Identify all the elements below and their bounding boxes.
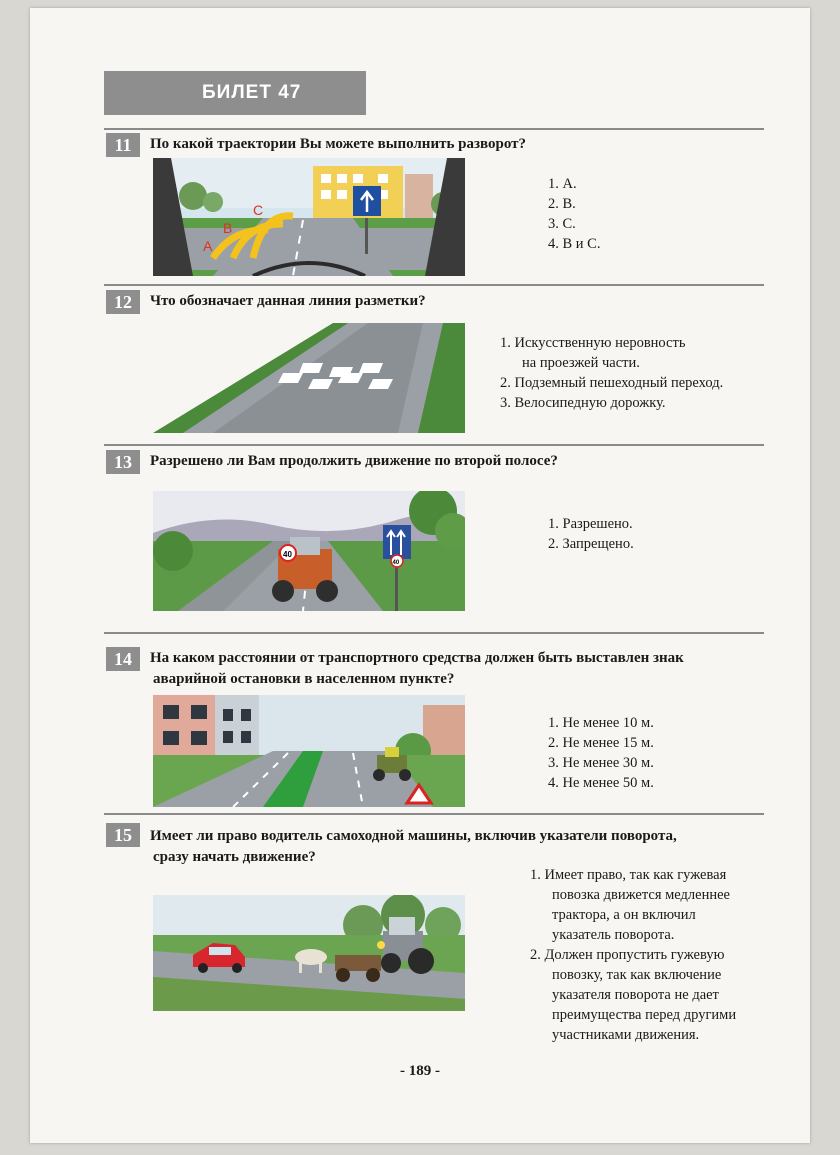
separator-line (104, 128, 764, 130)
separator-line (104, 632, 764, 634)
answer-item: повозка движется медленнее (552, 887, 730, 903)
answer-item: преимущества перед другими (552, 1007, 737, 1023)
question-13-text: Разрешено ли Вам продолжить движение по второй полосе? (150, 453, 558, 469)
answer-item: на проезжей части. (522, 355, 640, 371)
question-15-number: 15 (106, 823, 140, 847)
answer-item: 3. Велосипедную дорожку. (500, 395, 666, 411)
answer-item: 1. Разрешено. (548, 516, 633, 532)
ticket-title: БИЛЕТ 47 (104, 71, 366, 115)
label-b: В (223, 220, 233, 236)
answer-item: участниками движения. (552, 1027, 700, 1043)
question-11-number: 11 (106, 133, 140, 157)
answer-item: 3. Не менее 30 м. (548, 755, 654, 771)
answer-item: указатель поворота. (552, 927, 675, 943)
answer-item: 2. Подземный пешеходный переход. (500, 375, 724, 391)
answer-item: повозку, так как включение (552, 967, 722, 983)
answer-item: 1. А. (548, 176, 577, 192)
question-12-illustration (153, 321, 465, 433)
question-14-text-line2: аварийной остановки в населенном пункте? (153, 671, 455, 687)
answer-item: 1. Искусственную неровность (500, 335, 686, 351)
separator-line (104, 284, 764, 286)
answer-item: 2. Не менее 15 м. (548, 735, 654, 751)
answer-item: 1. Не менее 10 м. (548, 715, 654, 731)
page-number: - 189 - (400, 1063, 440, 1079)
answer-item: 4. Не менее 50 м. (548, 775, 654, 791)
question-11-text: По какой траектории Вы можете выполнить разворот? (150, 136, 527, 152)
question-11-illustration (153, 158, 465, 276)
question-15-answers (530, 865, 736, 1045)
question-14-text-line1: На каком расстоянии от транспортного средства должен быть выставлен знак (150, 650, 684, 666)
question-15-text-line2: сразу начать движение? (153, 849, 316, 865)
question-13-number: 13 (106, 450, 140, 474)
document-page (30, 8, 810, 1143)
answer-item: 1. Имеет право, так как гужевая (530, 867, 727, 883)
question-12-text: Что обозначает данная линия разметки? (150, 293, 426, 309)
question-15-illustration (153, 895, 465, 1011)
answer-item: трактора, а он включил (552, 907, 696, 923)
separator-line (104, 444, 764, 446)
answer-item: 4. В и С. (548, 236, 601, 252)
question-14-answers (548, 713, 654, 793)
answer-item: 3. С. (548, 216, 576, 232)
label-c: С (253, 202, 264, 218)
question-14-illustration (153, 695, 465, 807)
answer-item: 2. Должен пропустить гужевую (530, 947, 725, 963)
question-13-answers (548, 514, 634, 554)
question-13-illustration (153, 491, 465, 611)
question-11-answers (548, 174, 600, 254)
speed-sign-40: 40 (392, 560, 400, 566)
separator-line (104, 813, 764, 815)
answer-item: указателя поворота не дает (552, 987, 719, 1003)
question-12-answers (500, 333, 723, 413)
answer-item: 2. В. (548, 196, 576, 212)
question-15-text-line1: Имеет ли право водитель самоходной машины, включив указатели поворота, (150, 828, 677, 844)
answer-item: 2. Запрещено. (548, 536, 634, 552)
label-a: А (203, 238, 213, 254)
speed-sign-40: 40 (283, 550, 292, 559)
question-12-number: 12 (106, 290, 140, 314)
question-14-number: 14 (106, 647, 140, 671)
